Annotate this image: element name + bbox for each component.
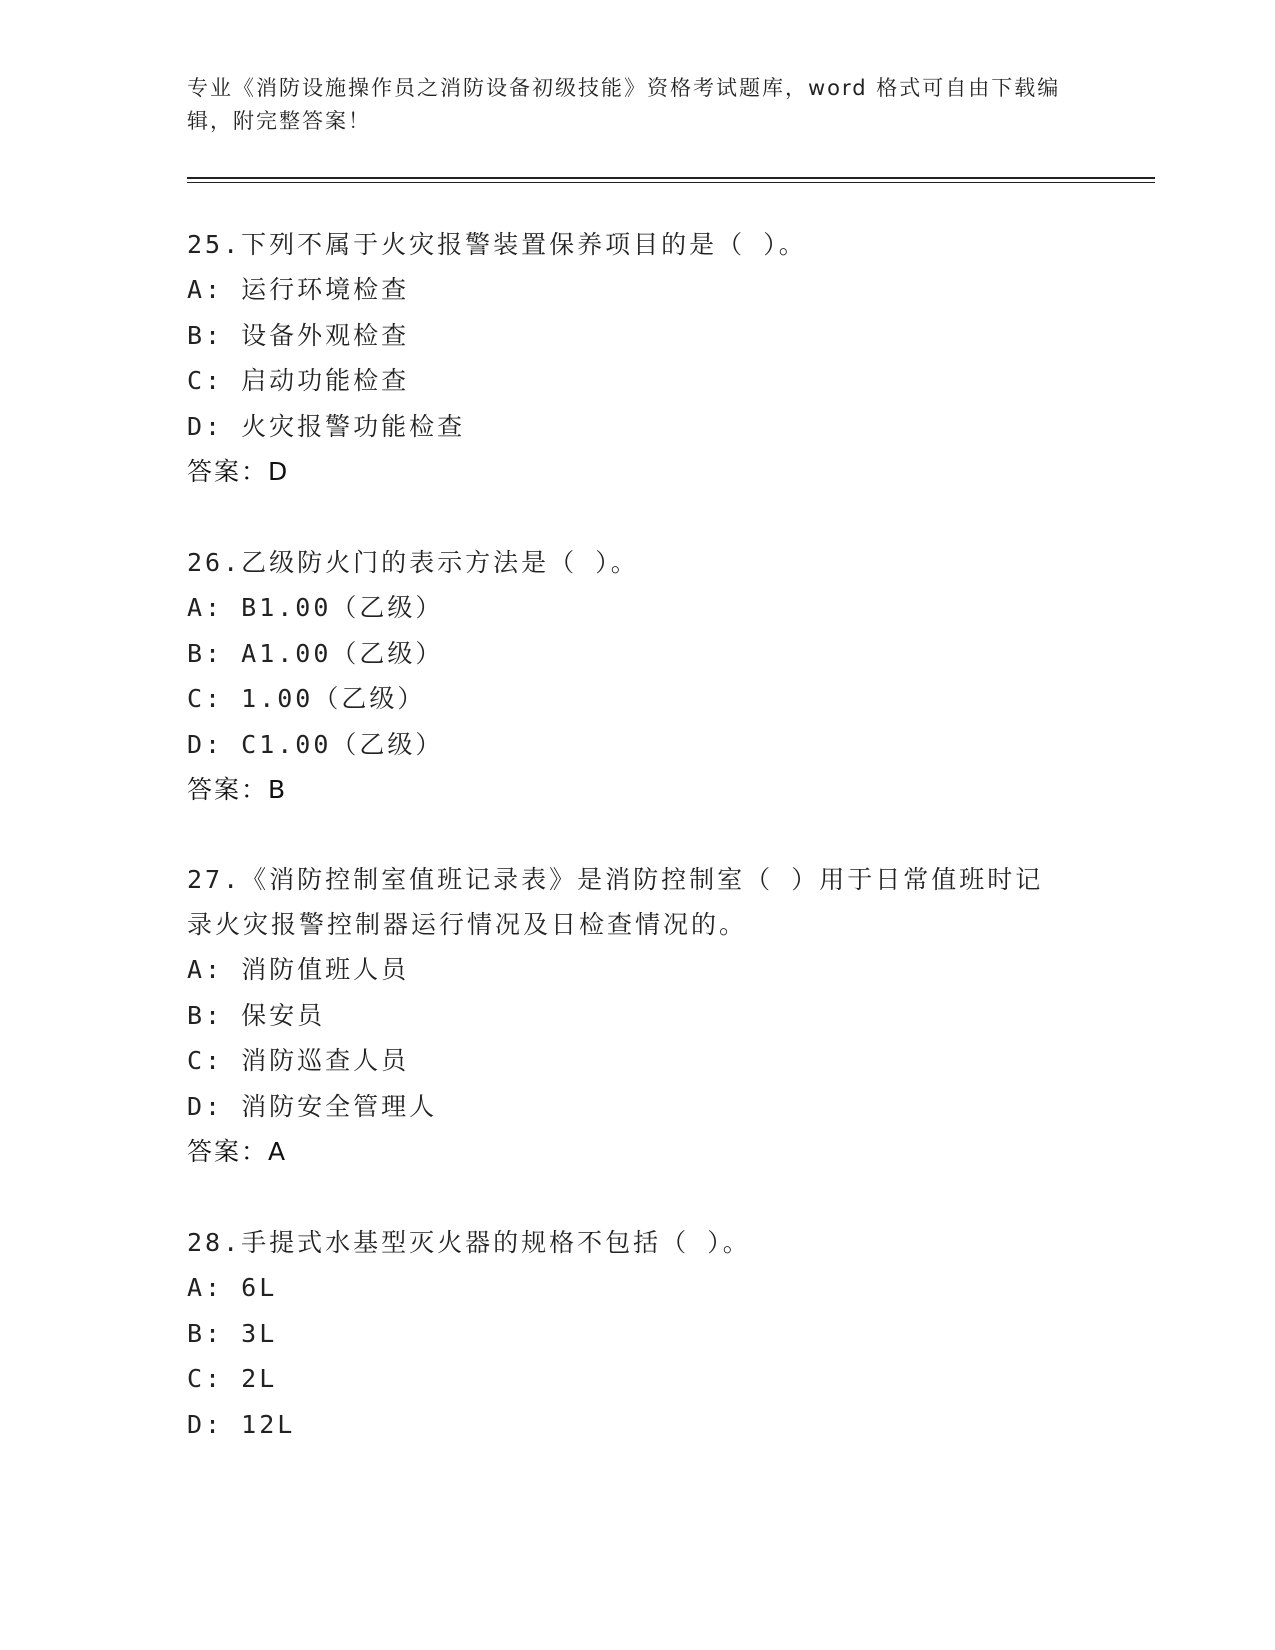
option-d: D: 火灾报警功能检查 (187, 411, 466, 441)
option-d: D: 消防安全管理人 (187, 1091, 438, 1121)
option-b: B: A1.00（乙级） (187, 638, 444, 668)
option-a: A: 6L (187, 1273, 278, 1302)
answer: 答案：D (187, 457, 290, 486)
answer: 答案：B (187, 775, 288, 804)
option-d: D: 12L (187, 1409, 296, 1439)
question-26 (187, 540, 1087, 813)
question-stem: 28.手提式水基型灭火器的规格不包括（ ）。 (187, 1228, 751, 1257)
option-a: A: 消防值班人员 (187, 955, 410, 984)
question-28 (187, 1220, 1087, 1447)
question-stem: 27.《消防控制室值班记录表》是消防控制室（ ）用于日常值班时记录火灾报警控制器运行情况及日检查情况的。 (187, 865, 1044, 939)
question-stem: 25.下列不属于火灾报警装置保养项目的是（ ）。 (187, 230, 807, 259)
option-c: C: 2L (187, 1364, 278, 1393)
option-a: A: B1.00（乙级） (187, 593, 444, 622)
question-27 (187, 857, 1067, 1175)
header-divider (187, 177, 1155, 183)
option-d: D: C1.00（乙级） (187, 729, 444, 759)
option-a: A: 运行环境检查 (187, 275, 410, 304)
option-b: B: 设备外观检查 (187, 320, 410, 350)
question-25 (187, 222, 1087, 495)
option-b: B: 保安员 (187, 1000, 326, 1030)
question-stem: 26.乙级防火门的表示方法是（ ）。 (187, 548, 639, 577)
document-header: 专业《消防设施操作员之消防设备初级技能》资格考试题库，word 格式可自由下载编辑，附完整答案！ (187, 76, 1061, 133)
option-b: B: 3L (187, 1318, 278, 1348)
answer: 答案：A (187, 1137, 288, 1166)
option-c: C: 1.00（乙级） (187, 684, 426, 713)
option-c: C: 启动功能检查 (187, 366, 410, 395)
option-c: C: 消防巡查人员 (187, 1046, 410, 1075)
